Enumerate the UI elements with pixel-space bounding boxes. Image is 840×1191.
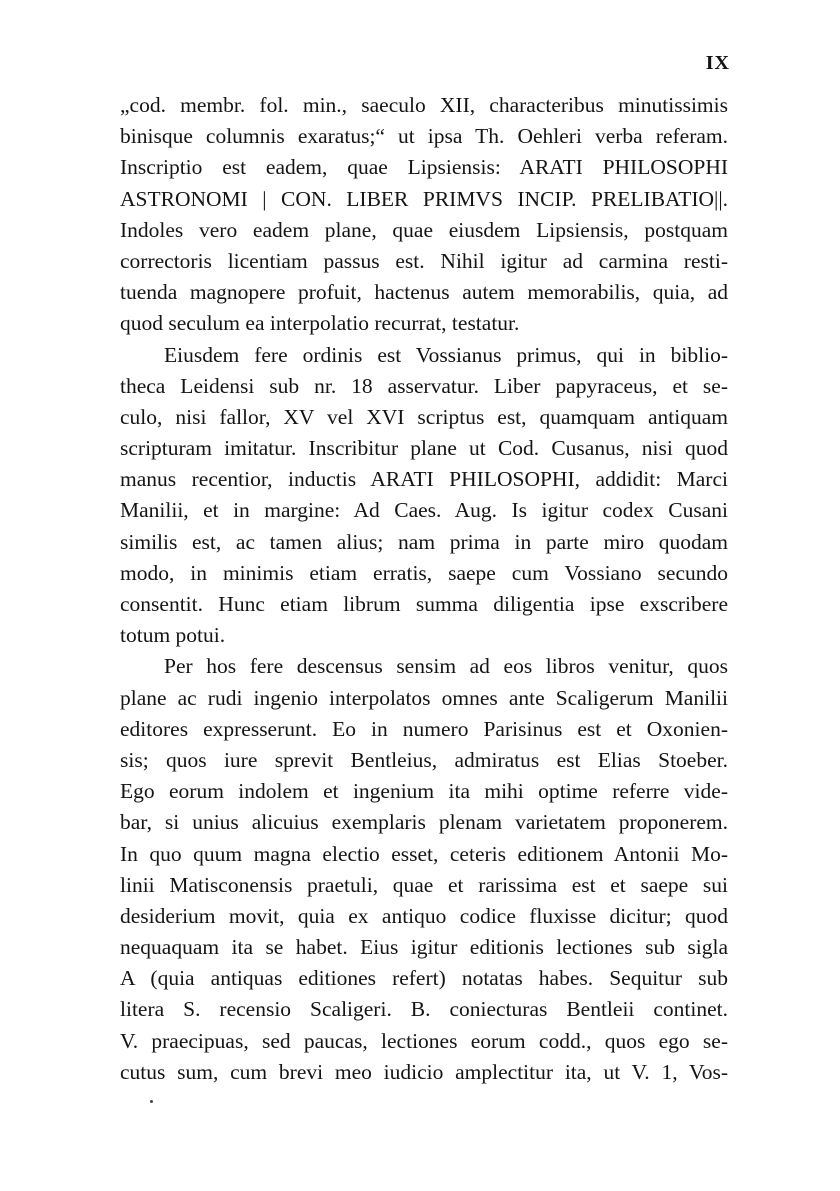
text-line: tuenda magnopere profuit, hactenus autem memorabilis, quia, ad — [120, 280, 728, 305]
text-line: manus recentior, inductis ARATI PHILOSOPHI, addidit: Marci — [120, 467, 728, 492]
text-line: Manilii, et in margine: Ad Caes. Aug. Is igitur codex Cusani — [120, 498, 728, 523]
text-line: culo, nisi fallor, XV vel XVI scriptus est, quamquam antiquam — [120, 404, 728, 429]
text-line: litera S. recensio Scaligeri. B. coniecturas Bentleii continet. — [120, 997, 728, 1022]
text-line: editores expresserunt. Eo in numero Parisinus est et Oxonien- — [120, 716, 728, 741]
text-line: Eiusdem fere ordinis est Vossianus primus, qui in biblio- — [164, 342, 728, 367]
page-number: IX — [705, 52, 730, 74]
ink-speck — [150, 1100, 153, 1103]
text-line: quod seculum ea interpolatio recurrat, testatur. — [120, 311, 520, 336]
text-line: linii Matisconensis praetuli, quae et rarissima est et saepe sui — [120, 872, 728, 897]
text-line: totum potui. — [120, 623, 226, 648]
text-line: nequaquam ita se habet. Eius igitur editionis lectiones sub sigla — [120, 935, 728, 960]
text-line: Inscriptio est eadem, quae Lipsiensis: ARATI PHILOSOPHI — [120, 155, 728, 180]
text-line: binisque columnis exaratus;“ ut ipsa Th. Oehleri verba referam. — [120, 124, 728, 149]
text-line: A (quia antiquas editiones refert) notatas habes. Sequitur sub — [120, 966, 728, 991]
text-line: consentit. Hunc etiam librum summa diligentia ipse exscribere — [120, 592, 728, 616]
text-line: In quo quum magna electio esset, ceteris editionem Antonii Mo- — [120, 841, 728, 866]
text-line: Per hos fere descensus sensim ad eos libros venitur, quos — [164, 654, 728, 679]
text-line: sis; quos iure sprevit Bentleius, admiratus est Elias Stoeber. — [120, 747, 728, 772]
text-line: cutus sum, cum brevi meo iudicio amplectitur ita, ut V. 1, Vos- — [120, 1059, 728, 1084]
paragraph-1 — [120, 90, 728, 340]
paragraph-2 — [120, 340, 728, 652]
text-line: modo, in minimis etiam erratis, saepe cum Vossiano secundo — [120, 560, 728, 585]
body-text — [120, 90, 728, 1088]
text-line: „cod. membr. fol. min., saeculo XII, characteribus minutissimis — [120, 93, 728, 117]
text-line: Indoles vero eadem plane, quae eiusdem Lipsiensis, postquam — [120, 217, 728, 242]
text-line: bar, si unius alicuius exemplaris plenam varietatem proponerem. — [120, 810, 728, 835]
text-line: theca Leidensi sub nr. 18 asservatur. Liber papyraceus, et se- — [120, 373, 728, 398]
text-line: V. praecipuas, sed paucas, lectiones eorum codd., quos ego se- — [120, 1028, 728, 1053]
text-line: Ego eorum indolem et ingenium ita mihi optime referre vide- — [120, 779, 728, 804]
text-line: desiderium movit, quia ex antiquo codice fluxisse dicitur; quod — [120, 903, 728, 928]
text-line: scripturam imitatur. Inscribitur plane ut Cod. Cusanus, nisi quod — [120, 436, 728, 461]
text-line: plane ac rudi ingenio interpolatos omnes ante Scaligerum Manilii — [120, 685, 728, 710]
text-line: correctoris licentiam passus est. Nihil igitur ad carmina resti- — [120, 248, 728, 273]
paragraph-3 — [120, 651, 728, 1088]
text-line: similis est, ac tamen alius; nam prima in parte miro quodam — [120, 529, 728, 554]
text-line: ASTRONOMI | CON. LIBER PRIMVS INCIP. PRELIBATIO||. — [120, 186, 728, 211]
